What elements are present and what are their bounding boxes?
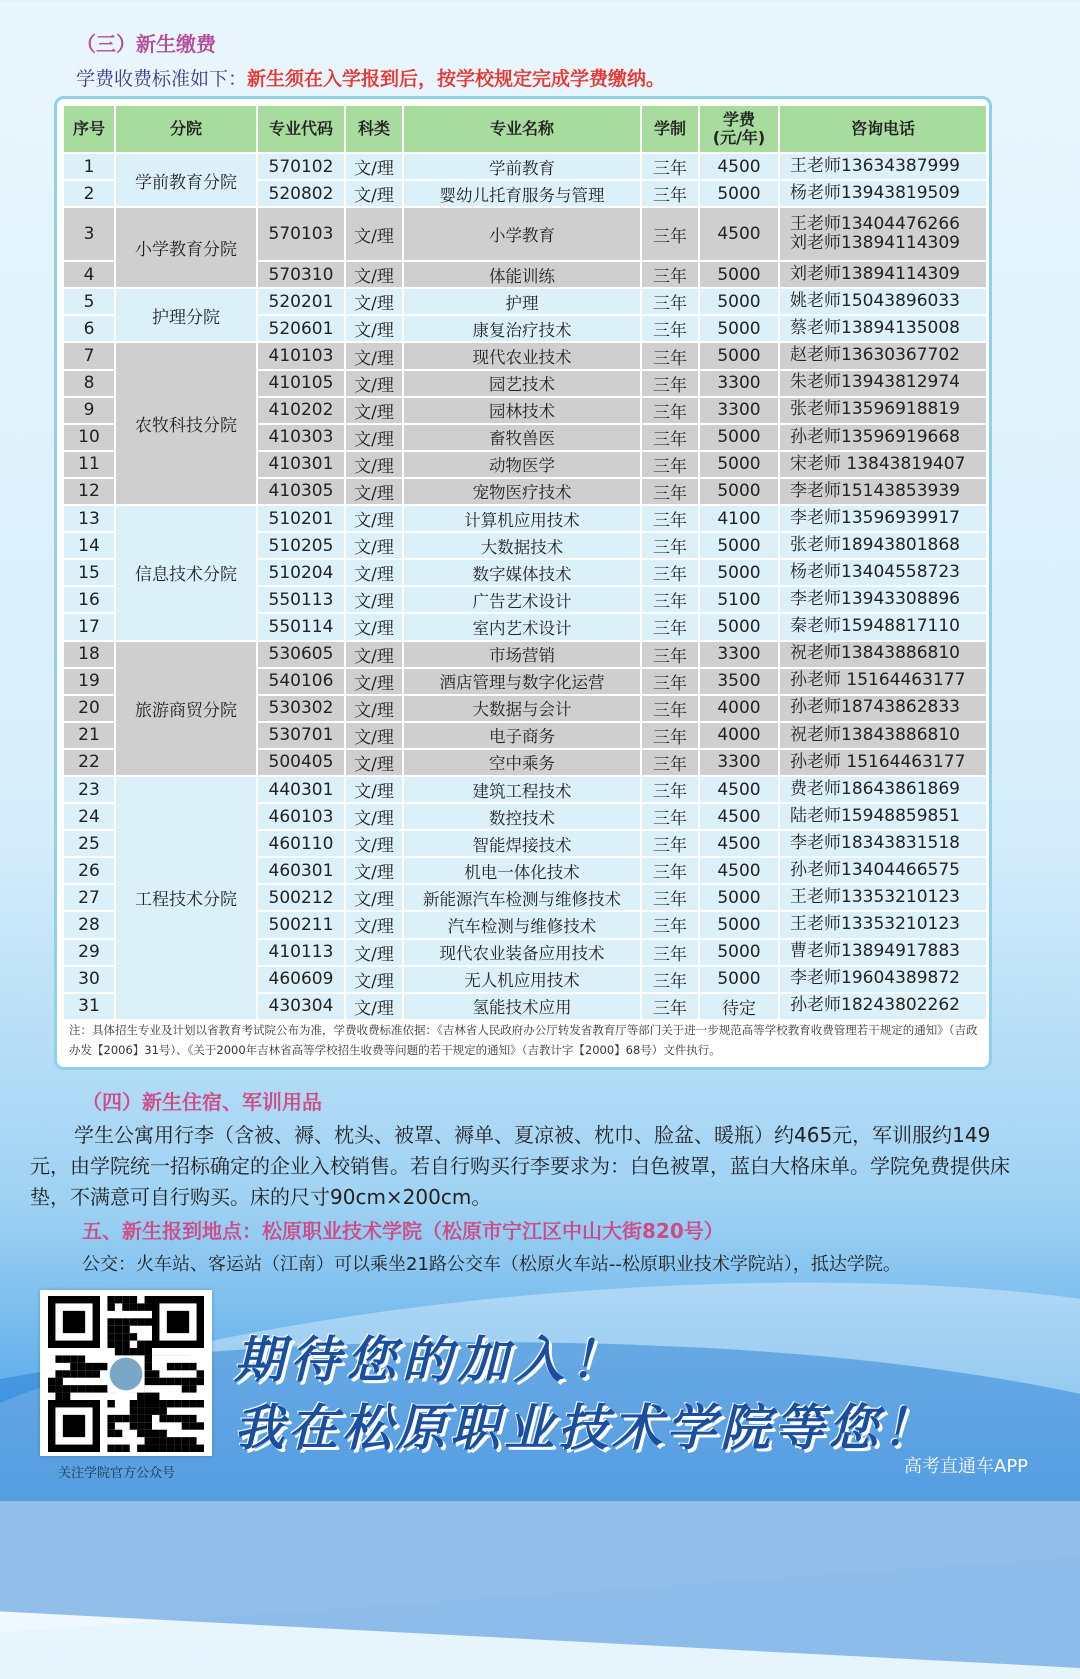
- row-number: 11: [63, 451, 115, 478]
- row-number: 8: [63, 370, 115, 397]
- major-name: 大数据技术: [403, 532, 641, 559]
- tuition: 4500: [699, 153, 779, 180]
- tuition: 4500: [699, 857, 779, 884]
- tuition: 5000: [699, 939, 779, 966]
- major-code: 530302: [257, 695, 345, 722]
- fee-table-card: [54, 96, 992, 1070]
- major-code: 540106: [257, 668, 345, 695]
- watermark: 高考直通车APP: [904, 1456, 1029, 1477]
- subject-type: 文/理: [345, 153, 403, 180]
- table-row: [63, 342, 987, 369]
- row-number: 5: [63, 288, 115, 315]
- study-length: 三年: [641, 532, 699, 559]
- major-code: 410305: [257, 478, 345, 505]
- table-header-cell: 分院: [115, 105, 257, 153]
- table-header-cell: 科类: [345, 105, 403, 153]
- section4-title: （四）新生住宿、军训用品: [82, 1090, 322, 1114]
- study-length: 三年: [641, 993, 699, 1020]
- major-name: 小学教育: [403, 207, 641, 261]
- study-length: 三年: [641, 613, 699, 640]
- subject-type: 文/理: [345, 939, 403, 966]
- major-code: 520201: [257, 288, 345, 315]
- subject-type: 文/理: [345, 451, 403, 478]
- study-length: 三年: [641, 315, 699, 342]
- row-number: 25: [63, 830, 115, 857]
- major-code: 550114: [257, 613, 345, 640]
- dept-cell: 信息技术分院: [115, 505, 257, 640]
- row-number: 2: [63, 180, 115, 207]
- major-code: 510204: [257, 559, 345, 586]
- study-length: 三年: [641, 424, 699, 451]
- contact-phone: 费老师18643861869: [779, 776, 987, 803]
- row-number: 26: [63, 857, 115, 884]
- study-length: 三年: [641, 911, 699, 938]
- table-row: [63, 505, 987, 532]
- contact-phone: 孙老师18743862833: [779, 695, 987, 722]
- study-length: 三年: [641, 207, 699, 261]
- study-length: 三年: [641, 776, 699, 803]
- tuition: 5000: [699, 559, 779, 586]
- subject-type: 文/理: [345, 424, 403, 451]
- section4-text: 学生公寓用行李（含被、褥、枕头、被罩、褥单、夏凉被、枕巾、脸盆、暖瓶）约465元，军训服约149元，由学院统一招标确定的企业入校销售。若自行购买行李要求为：白色被罩，蓝白大格床单。学院免费提供床垫，不满意可自行购买。床的尺寸90cm×200cm。: [30, 1123, 1010, 1209]
- tuition: 3300: [699, 749, 779, 776]
- row-number: 20: [63, 695, 115, 722]
- row-number: 29: [63, 939, 115, 966]
- subject-type: 文/理: [345, 966, 403, 993]
- major-name: 园林技术: [403, 397, 641, 424]
- contact-phone: 刘老师13894114309: [779, 261, 987, 288]
- tuition: 5000: [699, 451, 779, 478]
- major-code: 570103: [257, 207, 345, 261]
- subject-type: 文/理: [345, 288, 403, 315]
- major-name: 机电一体化技术: [403, 857, 641, 884]
- major-name: 计算机应用技术: [403, 505, 641, 532]
- slogan-line1: 期待您的加入！: [234, 1331, 626, 1389]
- dept-cell: 农牧科技分院: [115, 342, 257, 505]
- contact-phone: 李老师13943308896: [779, 586, 987, 613]
- subject-type: 文/理: [345, 803, 403, 830]
- tuition: 5000: [699, 966, 779, 993]
- dept-cell: 旅游商贸分院: [115, 641, 257, 776]
- major-name: 宠物医疗技术: [403, 478, 641, 505]
- table-body: [63, 153, 987, 1020]
- study-length: 三年: [641, 478, 699, 505]
- fee-table: [62, 104, 988, 1021]
- contact-phone: 李老师13596939917: [779, 505, 987, 532]
- major-code: 500211: [257, 911, 345, 938]
- major-name: 数控技术: [403, 803, 641, 830]
- major-name: 智能焊接技术: [403, 830, 641, 857]
- tuition: 5000: [699, 288, 779, 315]
- subject-type: 文/理: [345, 207, 403, 261]
- major-code: 570102: [257, 153, 345, 180]
- subject-type: 文/理: [345, 478, 403, 505]
- table-header-row: [63, 105, 987, 153]
- dept-cell: 学前教育分院: [115, 153, 257, 207]
- major-name: 氢能技术应用: [403, 993, 641, 1020]
- qr-code-icon: [48, 1296, 204, 1452]
- qr-caption: 关注学院官方公众号: [58, 1466, 176, 1481]
- study-length: 三年: [641, 505, 699, 532]
- study-length: 三年: [641, 451, 699, 478]
- tuition: 待定: [699, 993, 779, 1020]
- study-length: 三年: [641, 288, 699, 315]
- subject-type: 文/理: [345, 857, 403, 884]
- tuition: 3500: [699, 668, 779, 695]
- major-name: 室内艺术设计: [403, 613, 641, 640]
- study-length: 三年: [641, 397, 699, 424]
- major-code: 410303: [257, 424, 345, 451]
- subject-type: 文/理: [345, 315, 403, 342]
- study-length: 三年: [641, 559, 699, 586]
- row-number: 3: [63, 207, 115, 261]
- contact-phone: 张老师13596918819: [779, 397, 987, 424]
- subject-type: 文/理: [345, 613, 403, 640]
- tuition: 4500: [699, 776, 779, 803]
- major-name: 建筑工程技术: [403, 776, 641, 803]
- major-name: 无人机应用技术: [403, 966, 641, 993]
- major-name: 护理: [403, 288, 641, 315]
- contact-phone: 宋老师 13843819407: [779, 451, 987, 478]
- section5-title: 五、新生报到地点：松原职业技术学院（松原市宁江区中山大街820号）: [82, 1219, 724, 1243]
- contact-phone: 张老师18943801868: [779, 532, 987, 559]
- contact-phone: 王老师13353210123: [779, 911, 987, 938]
- subject-type: 文/理: [345, 722, 403, 749]
- major-code: 530605: [257, 641, 345, 668]
- subject-type: 文/理: [345, 695, 403, 722]
- table-header-cell: 学制: [641, 105, 699, 153]
- contact-phone: 李老师19604389872: [779, 966, 987, 993]
- major-name: 广告艺术设计: [403, 586, 641, 613]
- tuition: 5000: [699, 613, 779, 640]
- contact-phone: 蔡老师13894135008: [779, 315, 987, 342]
- major-code: 410301: [257, 451, 345, 478]
- subject-type: 文/理: [345, 776, 403, 803]
- tuition: 4000: [699, 695, 779, 722]
- row-number: 10: [63, 424, 115, 451]
- tuition: 5000: [699, 424, 779, 451]
- subject-type: 文/理: [345, 749, 403, 776]
- study-length: 三年: [641, 586, 699, 613]
- subject-type: 文/理: [345, 830, 403, 857]
- major-code: 460103: [257, 803, 345, 830]
- study-length: 三年: [641, 695, 699, 722]
- contact-phone: 李老师18343831518: [779, 830, 987, 857]
- row-number: 13: [63, 505, 115, 532]
- contact-phone: 孙老师18243802262: [779, 993, 987, 1020]
- contact-phone: 杨老师13943819509: [779, 180, 987, 207]
- dept-cell: 护理分院: [115, 288, 257, 342]
- subject-type: 文/理: [345, 559, 403, 586]
- row-number: 28: [63, 911, 115, 938]
- major-name: 数字媒体技术: [403, 559, 641, 586]
- tuition: 4500: [699, 830, 779, 857]
- tuition: 3300: [699, 370, 779, 397]
- dept-cell: 小学教育分院: [115, 207, 257, 288]
- table-row: [63, 641, 987, 668]
- contact-phone: 曹老师13894917883: [779, 939, 987, 966]
- subject-type: 文/理: [345, 911, 403, 938]
- major-code: 440301: [257, 776, 345, 803]
- subject-type: 文/理: [345, 993, 403, 1020]
- study-length: 三年: [641, 180, 699, 207]
- table-header-cell: 专业名称: [403, 105, 641, 153]
- row-number: 9: [63, 397, 115, 424]
- subject-type: 文/理: [345, 261, 403, 288]
- table-header-cell: 咨询电话: [779, 105, 987, 153]
- subject-type: 文/理: [345, 586, 403, 613]
- row-number: 18: [63, 641, 115, 668]
- major-code: 520802: [257, 180, 345, 207]
- major-code: 550113: [257, 586, 345, 613]
- table-note: 注：具体招生专业及计划以省教育考试院公布为准，学费收费标准依据：《吉林省人民政府办公厅转发省教育厅等部门关于进一步规范高等学校教育收费管理若干规定的通知》（吉政办发【2006】31号）、《关于2000年吉林省高等学校招生收费等问题的若干规定的通知》（吉教计字【2000】68号）文件执行。: [69, 1023, 978, 1057]
- major-name: 市场营销: [403, 641, 641, 668]
- study-length: 三年: [641, 939, 699, 966]
- row-number: 4: [63, 261, 115, 288]
- tuition: 5000: [699, 478, 779, 505]
- fee-intro: [76, 64, 665, 91]
- study-length: 三年: [641, 370, 699, 397]
- contact-phone: 孙老师13596919668: [779, 424, 987, 451]
- tuition: 5000: [699, 342, 779, 369]
- subject-type: 文/理: [345, 641, 403, 668]
- row-number: 12: [63, 478, 115, 505]
- row-number: 1: [63, 153, 115, 180]
- major-name: 康复治疗技术: [403, 315, 641, 342]
- table-row: [63, 207, 987, 261]
- major-code: 500405: [257, 749, 345, 776]
- tuition: 5100: [699, 586, 779, 613]
- major-code: 410105: [257, 370, 345, 397]
- row-number: 16: [63, 586, 115, 613]
- subject-type: 文/理: [345, 370, 403, 397]
- row-number: 30: [63, 966, 115, 993]
- contact-phone: 陆老师15948859851: [779, 803, 987, 830]
- contact-phone: 孙老师 15164463177: [779, 668, 987, 695]
- study-length: 三年: [641, 749, 699, 776]
- tuition: 5000: [699, 315, 779, 342]
- major-name: 学前教育: [403, 153, 641, 180]
- subject-type: 文/理: [345, 532, 403, 559]
- major-name: 现代农业技术: [403, 342, 641, 369]
- major-name: 电子商务: [403, 722, 641, 749]
- row-number: 31: [63, 993, 115, 1020]
- contact-phone: 姚老师15043896033: [779, 288, 987, 315]
- contact-phone: 杨老师13404558723: [779, 559, 987, 586]
- tuition: 4500: [699, 803, 779, 830]
- contact-phone: 王老师13634387999: [779, 153, 987, 180]
- major-name: 空中乘务: [403, 749, 641, 776]
- row-number: 14: [63, 532, 115, 559]
- subject-type: 文/理: [345, 668, 403, 695]
- contact-phone: 王老师13404476266 刘老师13894114309: [779, 207, 987, 261]
- fee-intro-label: 学费收费标准如下：: [76, 68, 248, 90]
- major-code: 410202: [257, 397, 345, 424]
- study-length: 三年: [641, 153, 699, 180]
- tuition: 5000: [699, 261, 779, 288]
- contact-phone: 秦老师15948817110: [779, 613, 987, 640]
- study-length: 三年: [641, 722, 699, 749]
- row-number: 7: [63, 342, 115, 369]
- tuition: 3300: [699, 641, 779, 668]
- major-name: 汽车检测与维修技术: [403, 911, 641, 938]
- major-code: 410113: [257, 939, 345, 966]
- tuition: 5000: [699, 884, 779, 911]
- slogan-line2: 我在松原职业技术学院等您！: [234, 1399, 936, 1457]
- subject-type: 文/理: [345, 342, 403, 369]
- table-header-cell: 专业代码: [257, 105, 345, 153]
- major-code: 530701: [257, 722, 345, 749]
- row-number: 22: [63, 749, 115, 776]
- study-length: 三年: [641, 857, 699, 884]
- table-row: [63, 288, 987, 315]
- major-name: 现代农业装备应用技术: [403, 939, 641, 966]
- major-name: 体能训练: [403, 261, 641, 288]
- major-code: 460609: [257, 966, 345, 993]
- table-header-cell: 学费 (元/年): [699, 105, 779, 153]
- major-name: 婴幼儿托育服务与管理: [403, 180, 641, 207]
- subject-type: 文/理: [345, 397, 403, 424]
- study-length: 三年: [641, 966, 699, 993]
- row-number: 27: [63, 884, 115, 911]
- contact-phone: 赵老师13630367702: [779, 342, 987, 369]
- contact-phone: 祝老师13843886810: [779, 641, 987, 668]
- row-number: 17: [63, 613, 115, 640]
- study-length: 三年: [641, 830, 699, 857]
- contact-phone: 孙老师 15164463177: [779, 749, 987, 776]
- table-row: [63, 776, 987, 803]
- contact-phone: 孙老师13404466575: [779, 857, 987, 884]
- major-code: 500212: [257, 884, 345, 911]
- subject-type: 文/理: [345, 180, 403, 207]
- major-name: 园艺技术: [403, 370, 641, 397]
- study-length: 三年: [641, 803, 699, 830]
- bus-info: 公交：火车站、客运站（江南）可以乘坐21路公交车（松原火车站--松原职业技术学院站），抵达学院。: [82, 1254, 901, 1275]
- major-name: 畜牧兽医: [403, 424, 641, 451]
- contact-phone: 李老师15143853939: [779, 478, 987, 505]
- major-name: 动物医学: [403, 451, 641, 478]
- row-number: 6: [63, 315, 115, 342]
- contact-phone: 朱老师13943812974: [779, 370, 987, 397]
- tuition: 4500: [699, 207, 779, 261]
- major-code: 510201: [257, 505, 345, 532]
- study-length: 三年: [641, 884, 699, 911]
- qr-code[interactable]: [40, 1290, 212, 1456]
- major-code: 520601: [257, 315, 345, 342]
- tuition: 4100: [699, 505, 779, 532]
- row-number: 19: [63, 668, 115, 695]
- row-number: 23: [63, 776, 115, 803]
- dept-cell: 工程技术分院: [115, 776, 257, 1020]
- tuition: 3300: [699, 397, 779, 424]
- major-name: 大数据与会计: [403, 695, 641, 722]
- major-code: 510205: [257, 532, 345, 559]
- study-length: 三年: [641, 342, 699, 369]
- tuition: 5000: [699, 911, 779, 938]
- study-length: 三年: [641, 668, 699, 695]
- tuition: 5000: [699, 180, 779, 207]
- subject-type: 文/理: [345, 884, 403, 911]
- table-row: [63, 153, 987, 180]
- study-length: 三年: [641, 261, 699, 288]
- tuition: 4000: [699, 722, 779, 749]
- row-number: 24: [63, 803, 115, 830]
- contact-phone: 王老师13353210123: [779, 884, 987, 911]
- contact-phone: 祝老师13843886810: [779, 722, 987, 749]
- row-number: 21: [63, 722, 115, 749]
- major-code: 460110: [257, 830, 345, 857]
- row-number: 15: [63, 559, 115, 586]
- major-code: 460301: [257, 857, 345, 884]
- major-name: 酒店管理与数字化运营: [403, 668, 641, 695]
- section3-title: （三）新生缴费: [76, 32, 216, 56]
- study-length: 三年: [641, 641, 699, 668]
- major-code: 410103: [257, 342, 345, 369]
- major-code: 570310: [257, 261, 345, 288]
- subject-type: 文/理: [345, 505, 403, 532]
- fee-intro-red: 新生须在入学报到后，按学校规定完成学费缴纳。: [247, 68, 666, 90]
- major-name: 新能源汽车检测与维修技术: [403, 884, 641, 911]
- table-header-cell: 序号: [63, 105, 115, 153]
- major-code: 430304: [257, 993, 345, 1020]
- tuition: 5000: [699, 532, 779, 559]
